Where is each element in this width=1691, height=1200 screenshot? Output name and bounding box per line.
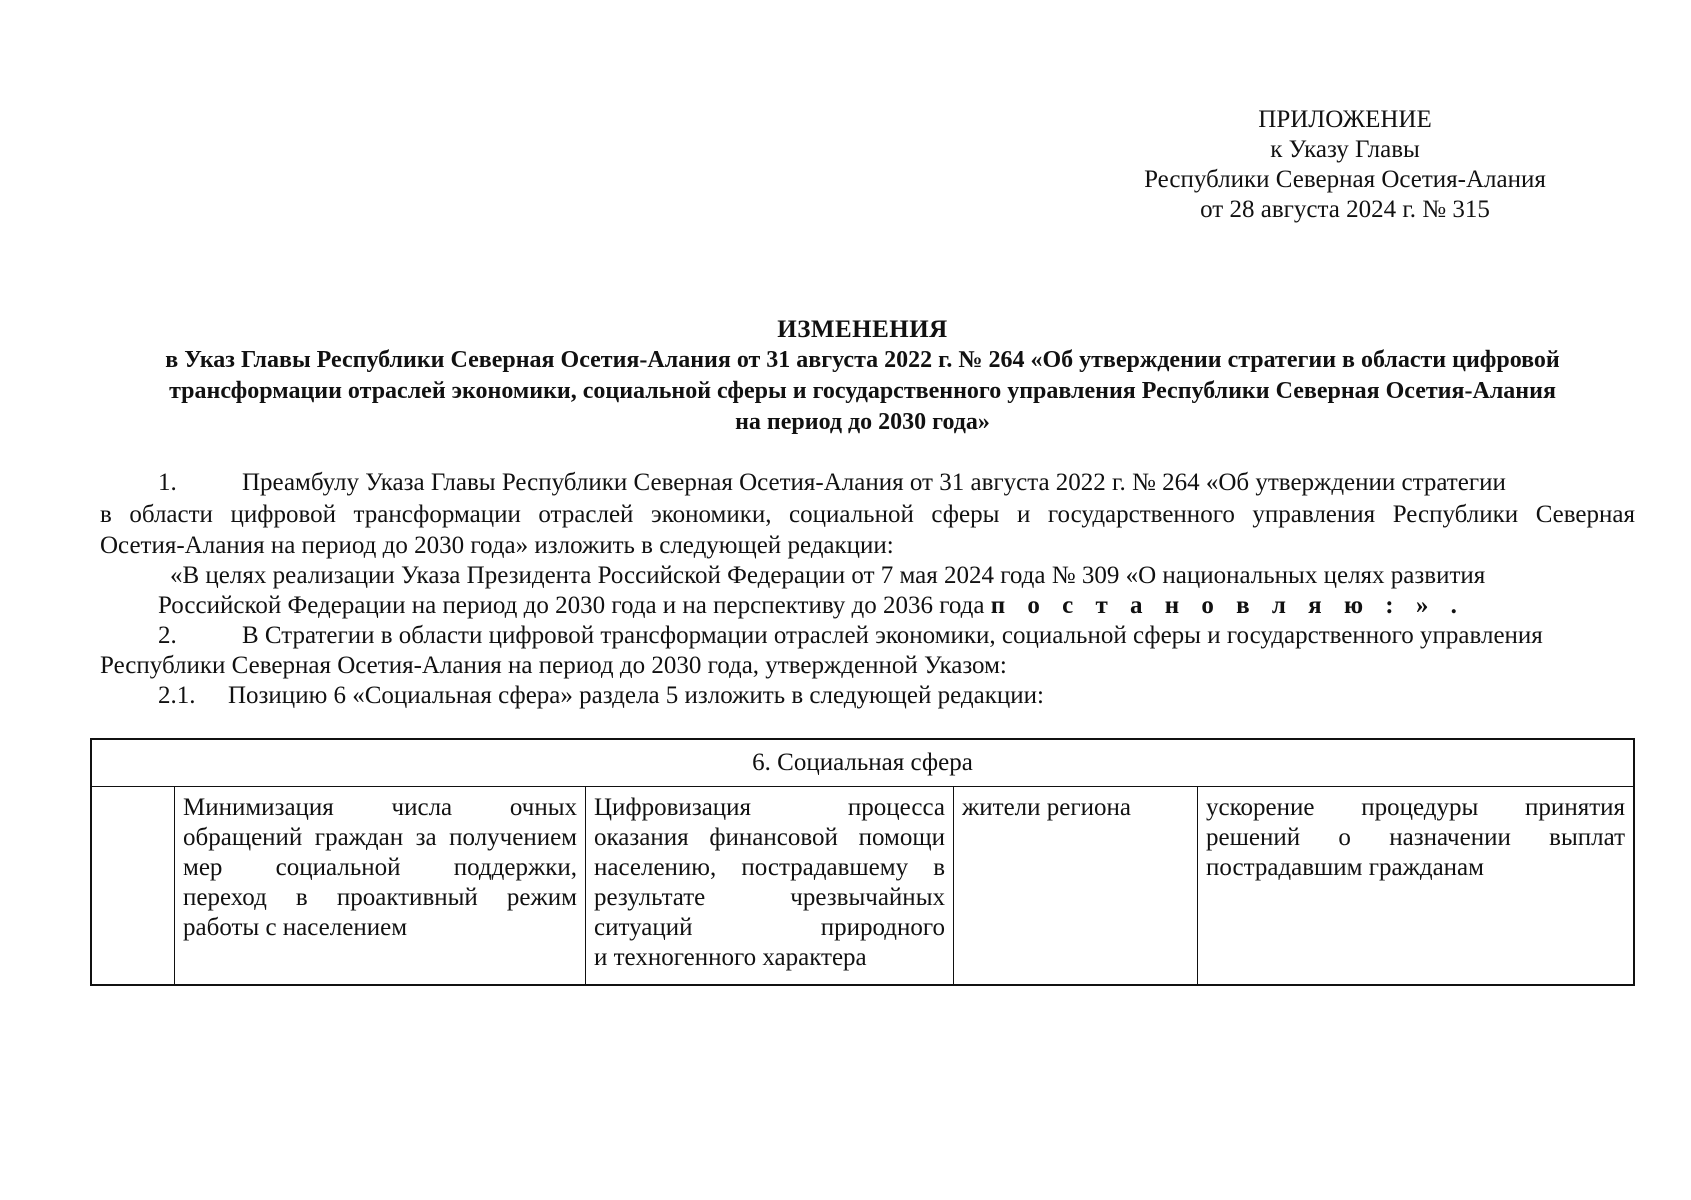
goal-line-3: мер социальной поддержки, xyxy=(183,854,577,881)
table-cell-effect xyxy=(1197,787,1633,984)
table-header: 6. Социальная сфера xyxy=(92,740,1633,787)
effect-line-3: пострадавшим гражданам xyxy=(1206,854,1484,881)
appendix-date: от 28 августа 2024 г. № 315 xyxy=(1200,196,1490,223)
goal-line-2: обращений граждан за получением xyxy=(183,824,577,851)
effect-line-1: ускорение процедуры принятия xyxy=(1206,794,1625,821)
title-line-3: на период до 2030 года» xyxy=(735,409,990,435)
item-2-1-line-1: Позицию 6 «Социальная сфера» раздела 5 изложить в следующей редакции: xyxy=(228,682,1044,709)
item-2-line-1: В Стратегии в области цифровой трансформации отраслей экономики, социальной сферы и государственного управления xyxy=(242,622,1543,649)
item-2-number: 2. xyxy=(158,622,177,649)
title-line-1: в Указ Главы Республики Северная Осетия-Алания от 31 августа 2022 г. № 264 «Об утверждении стратегии в области цифровой xyxy=(165,347,1560,373)
table-cell-goal xyxy=(174,787,585,984)
task-line-3: населению, пострадавшему в xyxy=(594,854,945,881)
item-2-line-2: Республики Северная Осетия-Алания на период до 2030 года, утвержденной Указом: xyxy=(100,652,1007,679)
goal-line-1: Минимизация числа очных xyxy=(183,794,577,821)
title-line-2: трансформации отраслей экономики, социальной сферы и государственного управления Республики Северная Осетия-Алания xyxy=(169,378,1556,404)
goal-line-5: работы с населением xyxy=(183,914,408,941)
item-1-line-3: Осетия-Алания на период до 2030 года» изложить в следующей редакции: xyxy=(100,532,894,559)
social-sphere-table xyxy=(90,738,1635,986)
quote-line-1: «В целях реализации Указа Президента Российской Федерации от 7 мая 2024 года № 309 «О национальных целях развития xyxy=(170,562,1486,589)
effect-line-2: решений о назначении выплат xyxy=(1206,824,1625,851)
quote-line-2-text: Российской Федерации на период до 2030 года и на перспективу до 2036 года xyxy=(158,592,985,619)
task-line-4: результате чрезвычайных xyxy=(594,884,945,911)
quote-line-2 xyxy=(158,591,1465,621)
table-cell-task xyxy=(585,787,953,984)
task-line-1: Цифровизация процесса xyxy=(594,794,945,821)
item-1-number: 1. xyxy=(158,469,177,496)
appendix-ref: к Указу Главы xyxy=(1270,136,1420,163)
item-2-1-number: 2.1. xyxy=(158,682,196,709)
appendix-label: ПРИЛОЖЕНИЕ xyxy=(1258,106,1432,133)
table-cell-number xyxy=(92,787,174,984)
table-cell-audience xyxy=(953,787,1197,984)
document-title xyxy=(90,314,1635,438)
item-1-line-1: Преамбулу Указа Главы Республики Северная Осетия-Алания от 31 августа 2022 г. № 264 «Об утверждении стратегии xyxy=(242,469,1506,496)
appendix-republic: Республики Северная Осетия-Алания xyxy=(1144,166,1546,193)
decree-word: п о с т а н о в л я ю : » . xyxy=(990,592,1465,619)
goal-line-4: переход в проактивный режим xyxy=(183,884,577,911)
audience-line-1: жители региона xyxy=(962,794,1131,821)
item-1-line-2: в области цифровой трансформации отраслей экономики, социальной сферы и государственного управления Республики Северная xyxy=(100,501,1635,528)
task-line-6: и техногенного характера xyxy=(594,944,867,971)
task-line-5: ситуаций природного xyxy=(594,914,945,941)
title-main: ИЗМЕНЕНИЯ xyxy=(777,316,948,343)
appendix-block xyxy=(1115,105,1575,225)
task-line-2: оказания финансовой помощи xyxy=(594,824,945,851)
